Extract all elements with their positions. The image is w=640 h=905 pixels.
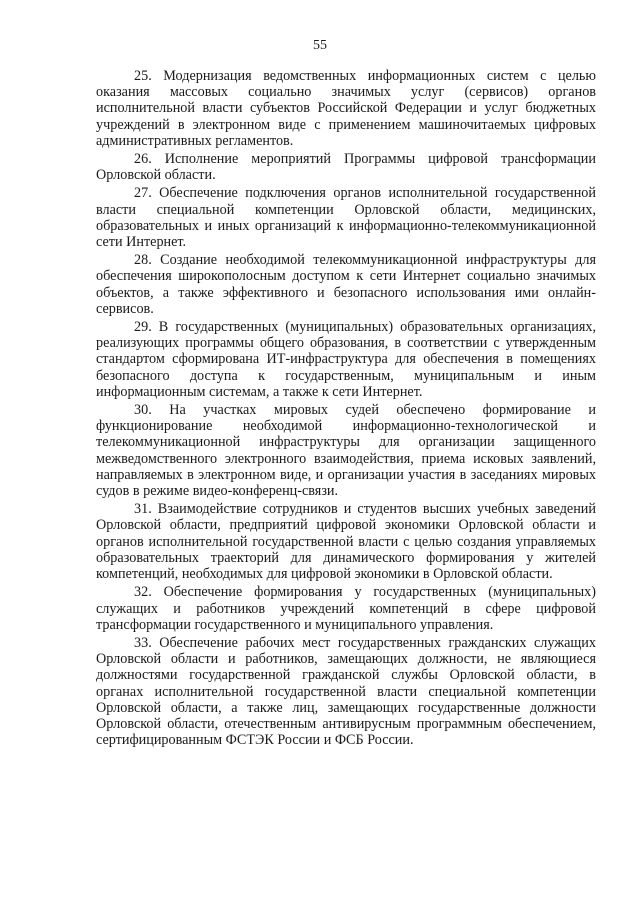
page-number: 55 xyxy=(313,38,327,53)
paragraph-27: 27. Обеспечение подключения органов исполнительной государственной власти специальной компетенции Орловской области, медицинских, образовательных и иных организаций к информационно-телекоммуникационной сети Интернет. xyxy=(96,185,596,251)
paragraph-28: 28. Создание необходимой телекоммуникационной инфраструктуры для обеспечения широкополосным доступом к сети Интернет социально значимых объектов, а также эффективного и безопасного использования ими онлайн-сервисов. xyxy=(96,252,596,317)
paragraph-26: 26. Исполнение мероприятий Программы цифровой трансформации Орловской области. xyxy=(96,151,596,184)
paragraph-31: 31. Взаимодействие сотрудников и студентов высших учебных заведений Орловской области, предприятий цифровой экономики Орловской области и органов исполнительной государственной власти с целью создания управляемых образовательных траекторий для динамического формирования у жителей компетенций, необходимых для цифровой экономики в Орловской области. xyxy=(96,501,596,583)
document-body xyxy=(96,68,596,750)
paragraph-32: 32. Обеспечение формирования у государственных (муниципальных) служащих и работников учреждений компетенций в сфере цифровой трансформации государственного и муниципального управления. xyxy=(96,584,596,633)
paragraph-25: 25. Модернизация ведомственных информационных систем с целью оказания массовых социально значимых услуг (сервисов) органов исполнительной власти субъектов Российской Федерации и услуг бюджетных учреждений в электронном виде с применением машиночитаемых цифровых административных регламентов. xyxy=(96,68,596,149)
paragraph-33: 33. Обеспечение рабочих мест государственных гражданских служащих Орловской области и работников, замещающих должности, не являющиеся должностями государственной гражданской службы Орловской области, в органах исполнительной государственной власти специальной компетенции Орловской области, а также лиц, замещающих государственные должности Орловской области, отечественным антивирусным программным обеспечением, сертифицированным ФСТЭК России и ФСБ России. xyxy=(96,634,596,749)
paragraph-29: 29. В государственных (муниципальных) образовательных организациях, реализующих программы общего образования, в соответствии с утвержденным стандартом сформирована ИТ-инфраструктура для обеспечения в помещениях безопасного доступа к государственным, муниципальным и иным информационным системам, а также к сети Интернет. xyxy=(96,319,596,400)
paragraph-30: 30. На участках мировых судей обеспечено формирование и функционирование необходимой информационно-технологической и телекоммуникационной инфраструктуры для организации защищенного межведомственного электронного взаимодействия, приема исковых заявлений, направляемых в электронном виде, и организации участия в заседаниях мировых судов в режиме видео-конференц-связи. xyxy=(96,402,596,500)
